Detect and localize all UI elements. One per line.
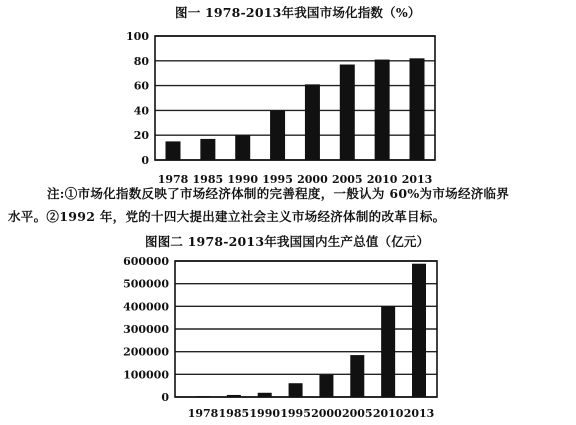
- chart2-xtick-label: 1995: [280, 407, 311, 420]
- chart1-ytick-label: 40: [133, 104, 149, 118]
- chart1-ytick-label: 100: [126, 30, 149, 43]
- chart2-bar: [350, 355, 364, 397]
- chart2-xtick-label: 1990: [249, 407, 281, 420]
- chart1-xtick-label: 2000: [297, 173, 328, 185]
- chart1-ytick-label: 60: [133, 79, 149, 93]
- chart2-ytick-label: 500000: [123, 277, 169, 291]
- chart1-ytick-label: 20: [133, 129, 149, 143]
- chart1-xtick-label: 1995: [262, 173, 293, 185]
- chart2-ytick-label: 400000: [123, 300, 169, 314]
- chart2-bar: [258, 393, 272, 397]
- chart2-xtick-label: 1978: [187, 407, 219, 420]
- chart2-xtick-label: 2000: [311, 407, 342, 420]
- chart2-ytick-label: 100000: [123, 368, 169, 382]
- chart2-bar: [227, 395, 241, 397]
- chart1-ytick-label: 0: [141, 154, 149, 167]
- chart2-xtick-label: 2010: [372, 407, 404, 420]
- chart2-ytick-label: 200000: [123, 345, 169, 359]
- chart2-ytick-label: 0: [161, 391, 169, 404]
- chart2-bar: [412, 264, 426, 397]
- chart2-xtick-label: 1985: [218, 407, 250, 420]
- chart2-bar: [381, 306, 395, 397]
- note-line-2: 水平。②1992 年，党的十四大提出建立社会主义市场经济体制的改革目标。: [8, 209, 446, 224]
- chart2-ytick-label: 300000: [123, 323, 169, 336]
- chart2-bar: [319, 375, 333, 397]
- chart1-title: 图一 1978-2013年我国市场化指数（%）: [175, 5, 421, 20]
- chart1-xtick-label: 2005: [331, 173, 363, 185]
- chart1-xtick-label: 1990: [227, 173, 259, 185]
- chart2-xtick-label: 2013: [403, 407, 435, 420]
- chart2-title: 图图二 1978-2013年我国国内生产总值（亿元）: [145, 234, 430, 249]
- chart2-ytick-label: 600000: [123, 255, 169, 268]
- chart1-xtick-label: 2013: [401, 173, 433, 185]
- note-line-1: 注:①市场化指数反映了市场经济体制的完善程度，一般认为 60%为市场经济临界: [47, 186, 510, 201]
- chart2-bar: [196, 396, 210, 397]
- chart1-xtick-label: 1985: [192, 173, 224, 185]
- chart2-bar: [289, 383, 303, 397]
- chart1-ytick-label: 80: [133, 54, 149, 68]
- chart1-xtick-label: 2010: [366, 173, 398, 185]
- chart1-xtick-label: 1978: [157, 173, 189, 185]
- chart2-xtick-label: 2005: [341, 407, 373, 420]
